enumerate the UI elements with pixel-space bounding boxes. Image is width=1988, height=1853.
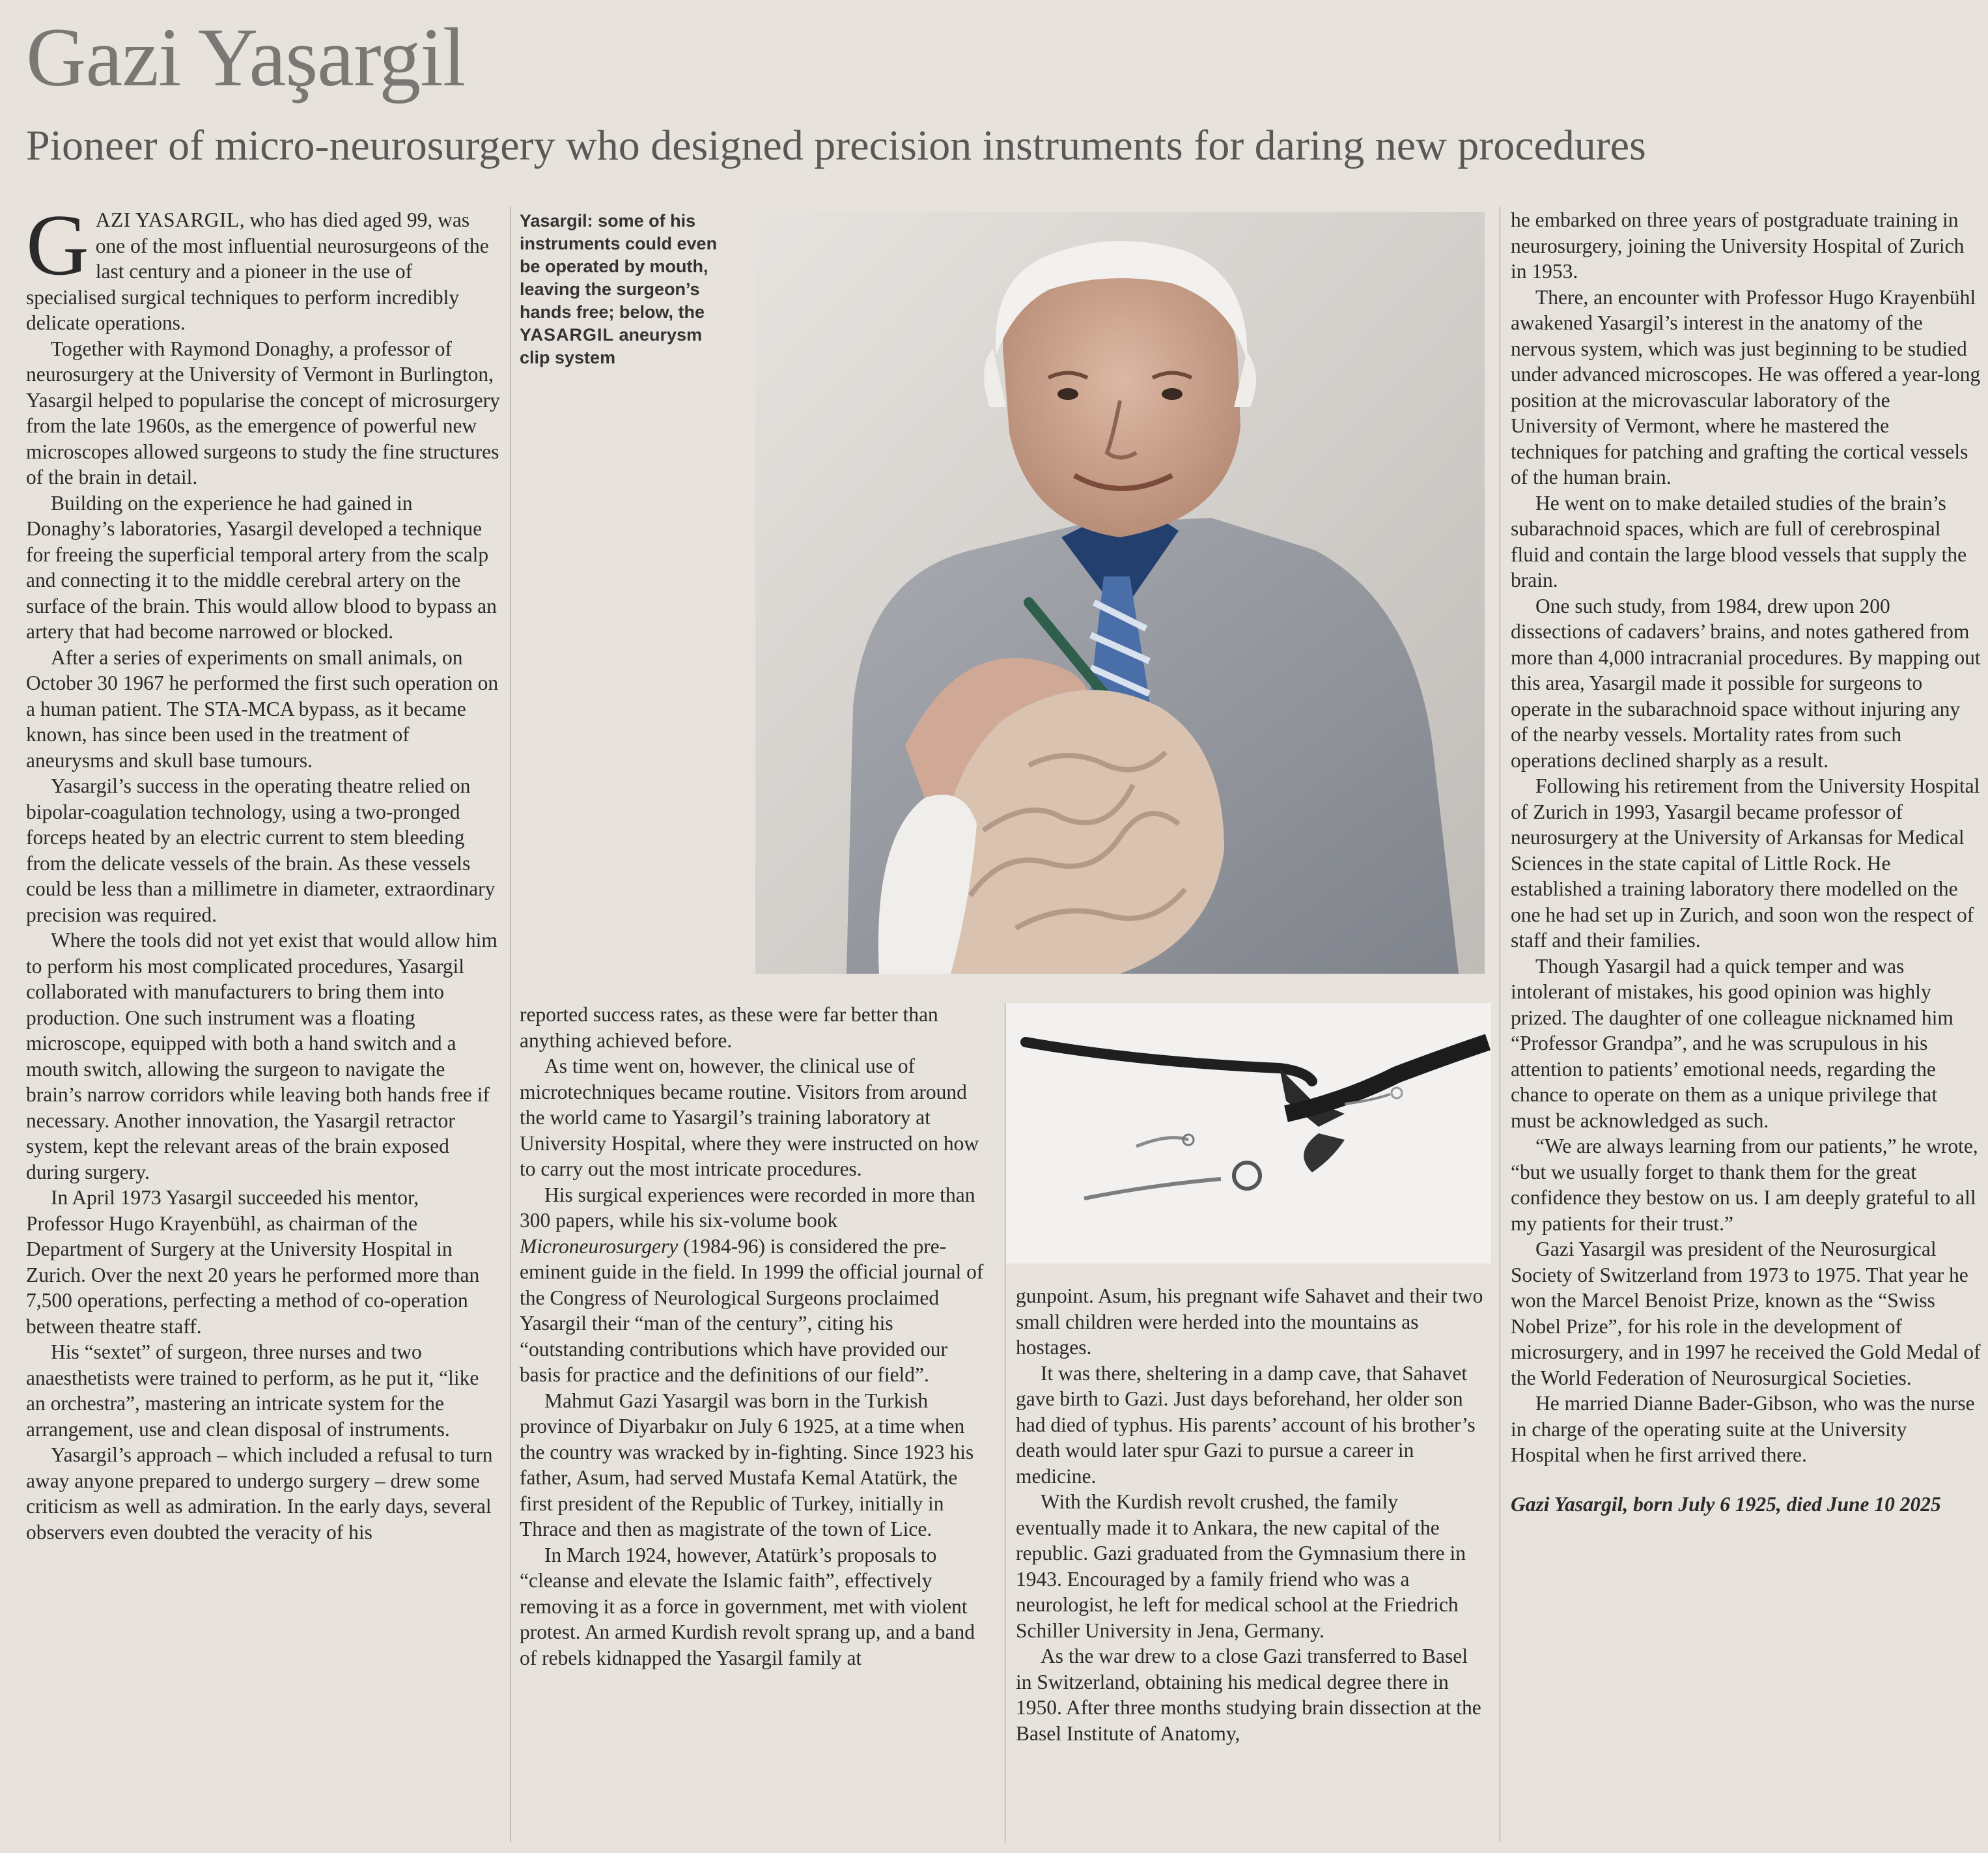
article-column-4 <box>1511 207 1981 1848</box>
article-column-3 <box>1016 1283 1486 1843</box>
standfirst: Pioneer of micro-neurosurgery who designed precision instruments for daring new procedures <box>26 122 1646 169</box>
paragraph-text: His surgical experiences were recorded in more than 300 papers, while his six-volume book <box>520 1183 975 1232</box>
aneurysm-clip-photo <box>1006 1003 1491 1264</box>
article-column-2 <box>520 1002 990 1845</box>
paragraph: One such study, from 1984, drew upon 200 dissections of cadavers’ brains, and notes gathered from more than 4,000 intracranial procedures. By mapping out this area, Yasargil made it possible for surgeons to operate in the subarachnoid space without injuring any of the nearby vessels. Mortality rates from such operations declined sharply as a result. <box>1511 594 1981 772</box>
column-divider <box>510 207 511 1842</box>
paragraph: With the Kurdish revolt crushed, the family eventually made it to Ankara, the new capital of the republic. Gazi graduated from the Gymnasium there in 1943. Encouraged by a family friend who was a neurologist, he left for medical school at the Friedrich Schiller University in Jena, Germany. <box>1016 1490 1466 1642</box>
paragraph: He went on to make detailed studies of the brain’s subarachnoid spaces, which are full of cerebrospinal fluid and contain the large blood vessels that supply the brain. <box>1511 491 1967 591</box>
portrait-photo <box>755 212 1485 974</box>
paragraph: Yasargil’s approach – which included a refusal to turn away anyone prepared to undergo surgery – drew some criticism as well as admiration. In the early days, several observers even doubted the veracity of his <box>26 1443 493 1544</box>
paragraph: In April 1973 Yasargil succeeded his mentor, Professor Hugo Krayenbühl, as chairman of the Department of Surgery at the University Hospital in Zurich. Over the next 20 years he performed more than 7,500 operations, perfecting a method of co-operation between theatre staff. <box>26 1186 480 1338</box>
drop-cap: G <box>26 207 89 293</box>
paragraph: reported success rates, as these were far better than anything achieved before. <box>520 1003 938 1052</box>
article-column-1 <box>26 207 500 1842</box>
paragraph: As the war drew to a close Gazi transferred to Basel in Switzerland, obtaining his medical degree there in 1950. After three months studying brain dissection at the Basel Institute of Anatomy, <box>1016 1645 1481 1745</box>
paragraph: Where the tools did not yet exist that would allow him to perform his most complicated procedures, Yasargil collaborated with manufacturers to bring them into production. One such instrument was a floating microscope, equipped with both a hand switch and a mouth switch, allowing the surgeon to navigate the brain’s narrow corridors while leaving both hands free if necessary. Another innovation, the Yasargil retractor system, kept the relevant areas of the brain exposed during surgery. <box>26 929 497 1183</box>
paragraph: Building on the experience he had gained in Donaghy’s laboratories, Yasargil developed a technique for freeing the superficial temporal artery from the scalp and connecting it to the middle cerebral artery on the surface of the brain. This would allow blood to bypass an artery that had become narrowed or blocked. <box>26 491 497 643</box>
paragraph: Gazi Yasargil was president of the Neurosurgical Society of Switzerland from 1973 to 1975. That year he won the Marcel Benoist Prize, known as the “Swiss Nobel Prize”, for his role in the development of microsurgery, and in 1997 he received the Gold Medal of the World Federation of Neurosurgical Societies. <box>1511 1238 1981 1389</box>
paragraph: There, an encounter with Professor Hugo Krayenbühl awakened Yasargil’s interest in the anatomy of the nervous system, which was just beginning to be studied under advanced microscopes. He was offered a year-long position at the microvascular laboratory of the University of Vermont, where he mastered the techniques for patching and grafting the cortical vessels of the human brain. <box>1511 285 1981 488</box>
photo-caption <box>520 210 735 369</box>
caption-text: Yasargil: some of his instruments could even be operated by mouth, leaving the surgeon’s hands free; below, the <box>520 211 718 322</box>
paragraph: Though Yasargil had a quick temper and was intolerant of mistakes, his good opinion was highly prized. The daughter of one colleague nicknamed him “Professor Grandpa”, and he was scrupulous in his attention to patients’ emotional needs, regarding the chance to operate on them as a unique privilege that must be acknowledged as such. <box>1511 954 1953 1132</box>
headline: Gazi Yaşargil <box>26 11 466 104</box>
paragraph: Yasargil’s success in the operating theatre relied on bipolar-coagulation technology, using a two-pronged forceps heated by an electric current to stem bleeding from the delicate vessels of the brain. As these vessels could be less than a millimetre in diameter, extraordinary precision was required. <box>26 774 496 926</box>
paragraph: “We are always learning from our patients,” he wrote, “but we usually forget to thank them for the great confidence they bestow on us. I am deeply grateful to all my patients for their trust.” <box>1511 1135 1978 1235</box>
caption-text: aneurysm clip system <box>520 325 703 367</box>
paragraph: gunpoint. Asum, his pregnant wife Sahavet and their two small children were herded into the mountains as hostages. <box>1016 1284 1483 1359</box>
lead-paragraph <box>26 207 500 336</box>
obituary-signoff: Gazi Yasargil, born July 6 1925, died June 10 2025 <box>1511 1492 1941 1516</box>
lead-caps: AZI YASARGIL <box>95 208 240 231</box>
paragraph: His “sextet” of surgeon, three nurses and two anaesthetists were trained to perform, as he put it, “like an orchestra”, mastering an intricate system for the arrangement, use and clean disposal of instruments. <box>26 1340 479 1441</box>
paragraph: It was there, sheltering in a damp cave, that Sahavet gave birth to Gazi. Just days beforehand, her older son had died of typhus. His parents’ account of his brother’s death would later spur Gazi to pursue a career in medicine. <box>1016 1361 1476 1488</box>
book-title: Microneurosurgery <box>520 1234 679 1258</box>
caption-caps: YASARGIL <box>520 325 615 345</box>
paragraph-text: , who has died aged 99, was one of the most influential neurosurgeons of the last century and a pioneer in the use of specialised surgical techniques to perform incredibly delicate operations. <box>26 208 489 334</box>
paragraph: He married Dianne Bader-Gibson, who was the nurse in charge of the operating suite at the University Hospital when he first arrived there. <box>1511 1392 1975 1466</box>
paragraph: In March 1924, however, Atatürk’s proposals to “cleanse and elevate the Islamic faith”, effectively removing it as a force in government, met with violent protest. An armed Kurdish revolt sprang up, and a band of rebels kidnapped the Yasargil family at <box>520 1543 975 1669</box>
paragraph <box>520 1182 990 1388</box>
paragraph: he embarked on three years of postgraduate training in neurosurgery, joining the University Hospital of Zurich in 1953. <box>1511 208 1965 283</box>
paragraph-text: (1984-96) is considered the pre-eminent guide in the field. In 1999 the official journal of the Congress of Neurological Surgeons proclaimed Yasargil their “man of the century”, citing his “outstanding contributions which have provided our basis for practice and the definitions of our field”. <box>520 1234 984 1386</box>
paragraph: Together with Raymond Donaghy, a professor of neurosurgery at the University of Vermont in Burlington, Yasargil helped to popularise the concept of microsurgery from the late 1960s, as the emergence of powerful new microscopes allowed surgeons to study the fine structures of the brain in detail. <box>26 337 500 488</box>
paragraph: Mahmut Gazi Yasargil was born in the Turkish province of Diyarbakır on July 6 1925, at a time when the country was wracked by in-fighting. Since 1923 his father, Asum, had served Mustafa Kemal Atatürk, the first president of the Republic of Turkey, initially in Thrace and then as magistrate of the town of Lice. <box>520 1389 974 1540</box>
paragraph: Following his retirement from the University Hospital of Zurich in 1993, Yasargil became professor of neurosurgery at the University of Arkansas for Medical Sciences in the state capital of Little Rock. He established a training laboratory there modelled on the one he had set up in Zurich, and soon won the respect of staff and their families. <box>1511 774 1980 952</box>
paragraph: After a series of experiments on small animals, on October 30 1967 he performed the first such operation on a human patient. The STA-MCA bypass, as it became known, has since been used in the treatment of aneurysms and skull base tumours. <box>26 645 499 772</box>
paragraph: As time went on, however, the clinical use of microtechniques became routine. Visitors from around the world came to Yasargil’s training laboratory at University Hospital, where they were instructed on how to carry out the most intricate procedures. <box>520 1054 979 1180</box>
